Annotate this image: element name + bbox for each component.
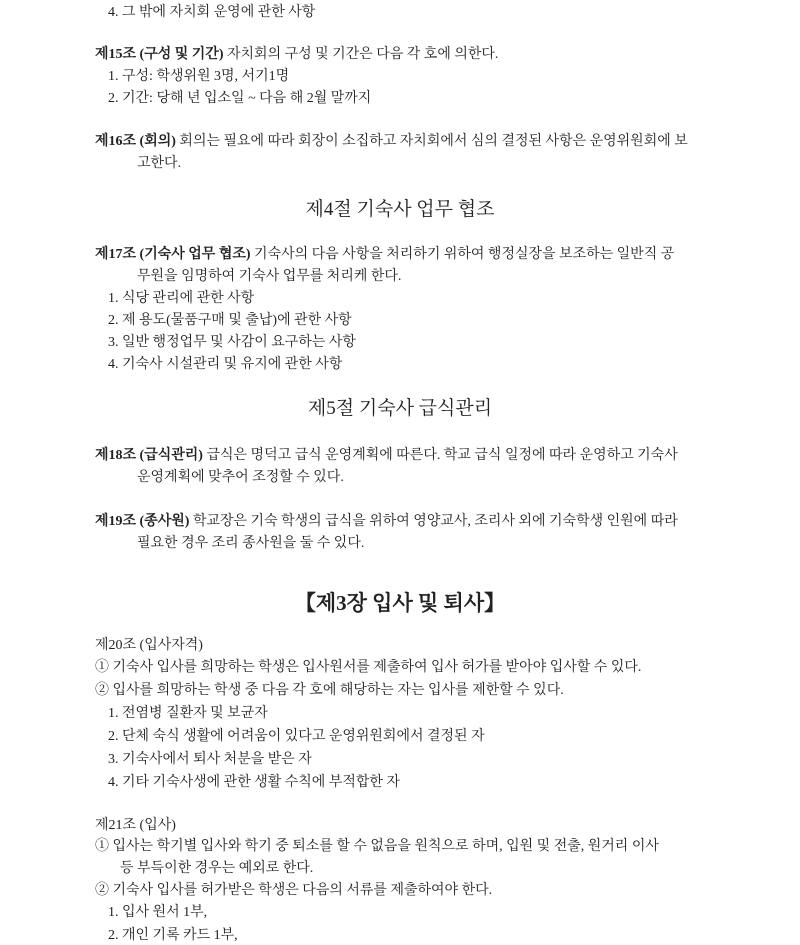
article-continuation: 운영계획에 맞추어 조정할 수 있다.: [137, 470, 344, 485]
paragraph: ② 입사를 희망하는 학생 중 다음 각 호에 해당하는 자는 입사를 제한할 수 있다.: [95, 683, 564, 698]
list-item: 1. 입사 원서 1부,: [108, 905, 208, 920]
article-label: 제16조 (회의): [95, 134, 176, 149]
article-text: 급식은 명덕고 급식 운영계획에 따른다. 학교 급식 일정에 따라 운영하고 기숙사: [202, 448, 678, 463]
article-15: [95, 46, 498, 64]
list-item: 4. 기타 기숙사생에 관한 생활 수칙에 부적합한 자: [108, 775, 400, 790]
article-16: [95, 133, 688, 151]
article-label: 제17조 (기숙사 업무 협조): [95, 247, 251, 262]
article-label: 제15조 (구성 및 기간): [95, 47, 224, 62]
paragraph-continuation: 등 부득이한 경우는 예외로 한다.: [120, 861, 314, 876]
list-item: 2. 제 용도(물품구매 및 출납)에 관한 사항: [108, 313, 352, 328]
article-continuation: 고한다.: [137, 156, 182, 171]
list-item: 1. 전염병 질환자 및 보균자: [108, 706, 268, 721]
article-text: 학교장은 기숙 학생의 급식을 위하여 영양교사, 조리사 외에 기숙학생 인원에 따라: [189, 514, 678, 529]
list-item: 1. 식당 관리에 관한 사항: [108, 291, 255, 306]
list-item: 3. 일반 행정업무 및 사감이 요구하는 사항: [108, 335, 356, 350]
list-item: 2. 단체 숙식 생활에 어려움이 있다고 운영위원회에서 결정된 자: [108, 729, 485, 744]
list-item: 3. 기숙사에서 퇴사 처분을 받은 자: [108, 752, 312, 767]
article-20-label: 제20조 (입사자격): [95, 638, 203, 653]
paragraph: ① 입사는 학기별 입사와 학기 중 퇴소를 할 수 없음을 원칙으로 하며, 입원 및 전출, 원거리 이사: [95, 839, 659, 854]
paragraph: ② 기숙사 입사를 허가받은 학생은 다음의 서류를 제출하여야 한다.: [95, 883, 493, 898]
article-text: 회의는 필요에 따라 회장이 소집하고 자치회에서 심의 결정된 사항은 운영위원회에 보: [175, 134, 688, 149]
article-17: [95, 246, 674, 264]
article-21-label: 제21조 (입사): [95, 818, 176, 833]
list-item: 2. 개인 기록 카드 1부,: [108, 928, 238, 943]
section-heading: 제5절 기숙사 급식관리: [307, 398, 493, 419]
article-continuation: 무원을 임명하여 기숙사 업무를 처리케 한다.: [137, 269, 402, 284]
paragraph: ① 기숙사 입사를 희망하는 학생은 입사원서를 제출하여 입사 허가를 받아야 입사할 수 있다.: [95, 660, 642, 675]
article-label: 제19조 (종사원): [95, 514, 190, 529]
article-label: 제18조 (급식관리): [95, 448, 203, 463]
list-item: 1. 구성: 학생위원 3명, 서기1명: [108, 69, 290, 84]
article-text: 기숙사의 다음 사항을 처리하기 위하여 행정실장을 보조하는 일반직 공: [250, 247, 675, 262]
list-item: 4. 기숙사 시설관리 및 유지에 관한 사항: [108, 357, 343, 372]
list-item: 2. 기간: 당해 년 입소일 ~ 다음 해 2월 말까지: [108, 91, 372, 106]
chapter-heading: 【제3장 입사 및 퇴사】: [294, 591, 506, 615]
article-19: [95, 513, 678, 531]
article-text: 자치회의 구성 및 기간은 다음 각 호에 의한다.: [223, 47, 499, 62]
article-continuation: 필요한 경우 조리 종사원을 둘 수 있다.: [137, 536, 365, 551]
article-18: [95, 447, 678, 465]
section-heading: 제4절 기숙사 업무 협조: [305, 199, 495, 220]
list-item: 4. 그 밖에 자치회 운영에 관한 사항: [108, 5, 316, 20]
